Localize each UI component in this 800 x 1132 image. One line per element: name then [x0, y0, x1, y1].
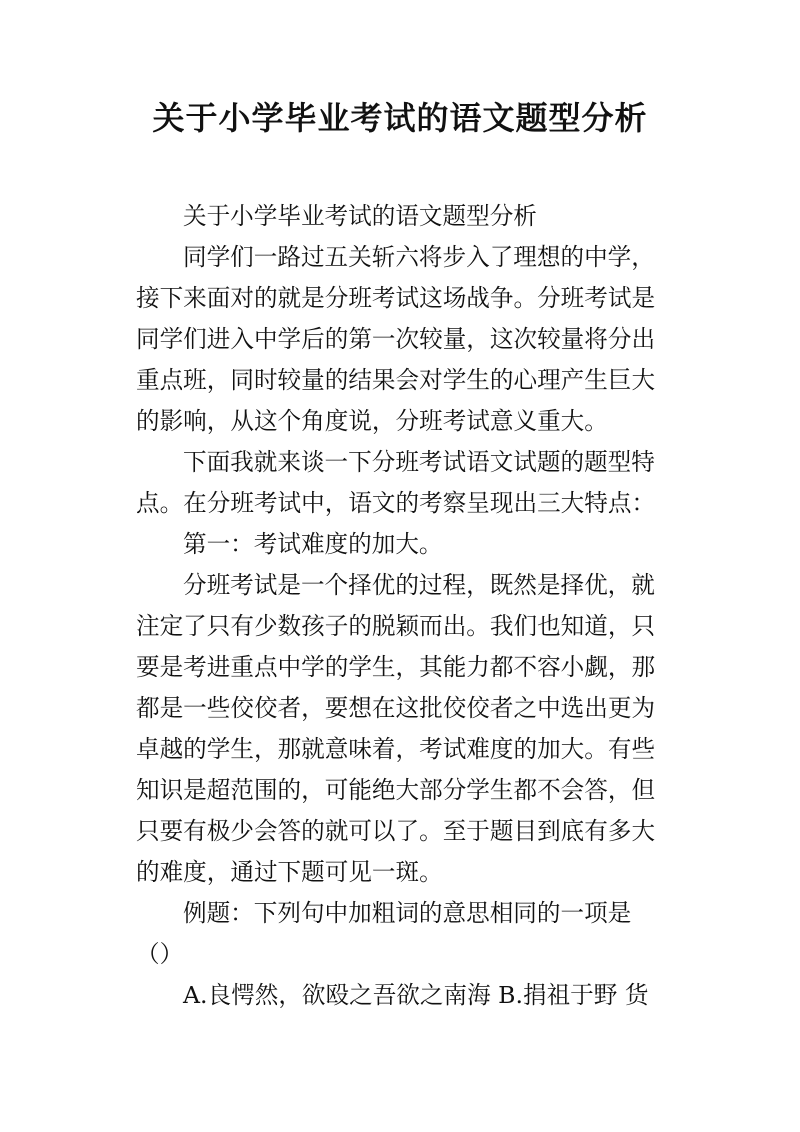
document-title: 关于小学毕业考试的语文题型分析 [152, 99, 648, 137]
paragraph-line: 卓越的学生，那就意味着，考试难度的加大。有些 [136, 735, 656, 763]
paragraph-line: 关于小学毕业考试的语文题型分析 [183, 202, 537, 230]
paragraph-line: 的难度，通过下题可见一斑。 [136, 858, 443, 886]
paragraph-line: 例题：下列句中加粗词的意思相同的一项是 [183, 899, 632, 927]
paragraph-line: 第一：考试难度的加大。 [183, 530, 443, 558]
paragraph-line: 分班考试是一个择优的过程，既然是择优，就 [183, 571, 655, 599]
paragraph-line: （） [136, 940, 184, 968]
paragraph-line: 知识是超范围的，可能绝大部分学生都不会答，但 [136, 776, 656, 804]
paragraph-line: 点。在分班考试中，语文的考察呈现出三大特点： [136, 489, 656, 517]
paragraph-line: 要是考进重点中学的学生，其能力都不容小觑，那 [136, 653, 656, 681]
paragraph-line: 都是一些佼佼者，要想在这批佼佼者之中选出更为 [136, 694, 656, 722]
paragraph-line: 同学们一路过五关斩六将步入了理想的中学， [183, 243, 655, 271]
paragraph-line: 重点班，同时较量的结果会对学生的心理产生巨大 [136, 366, 656, 394]
paragraph-line: 接下来面对的就是分班考试这场战争。分班考试是 [136, 284, 656, 312]
paragraph-line: 下面我就来谈一下分班考试语文试题的题型特 [183, 448, 655, 476]
paragraph-line: 的影响，从这个角度说，分班考试意义重大。 [136, 407, 608, 435]
paragraph-line: 同学们进入中学后的第一次较量，这次较量将分出 [136, 325, 656, 353]
paragraph-line: 注定了只有少数孩子的脱颖而出。我们也知道，只 [136, 612, 656, 640]
paragraph-line: A.良愕然，欲殴之吾欲之南海 B.捐祖于野 货 [183, 981, 649, 1009]
paragraph-line: 只要有极少会答的就可以了。至于题目到底有多大 [136, 817, 656, 845]
document-body [136, 196, 664, 1016]
